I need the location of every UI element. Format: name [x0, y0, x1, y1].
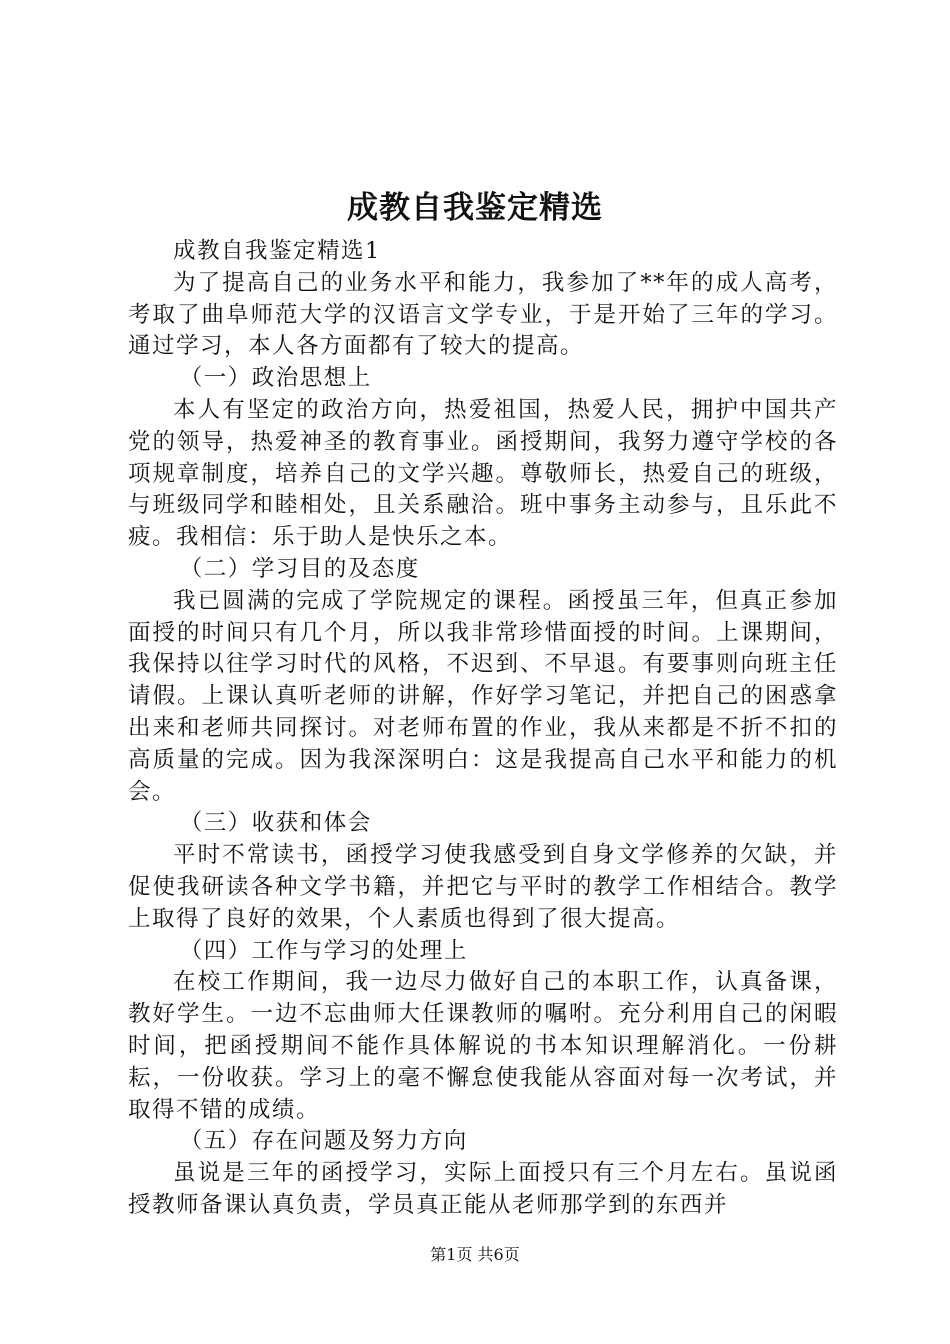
paragraph-section-2: 我已圆满的完成了学院规定的课程。函授虽三年，但真正参加面授的时间只有几个月，所以我非常珍惜面授的时间。上课期间，我保持以往学习时代的风格，不迟到、不早退。有要事则向班主任请假。上课认真听老师的讲解，作好学习笔记，并把自己的困惑拿出来和老师共同探讨。对老师布置的作业，我从来都是不折不扣的高质量的完成。因为我深深明白：这是我提高自己水平和能力的机会。 [128, 587, 838, 805]
section-heading-2: （二）学习目的及态度 [179, 555, 420, 582]
section-heading-5: （五）存在问题及努力方向 [179, 1128, 468, 1155]
paragraph-section-1: 本人有坚定的政治方向，热爱祖国，热爱人民，拥护中国共产党的领导，热爱神圣的教育事业。函授期间，我努力遵守学校的各项规章制度，培养自己的文学兴趣。尊敬师长，热爱自己的班级，与班级同学和睦相处，且关系融洽。班中事务主动参与，且乐此不疲。我相信：乐于助人是快乐之本。 [128, 396, 838, 551]
document-body [128, 236, 838, 1222]
paragraph-section-4: 在校工作期间，我一边尽力做好自己的本职工作，认真备课，教好学生。一边不忘曲师大任课教师的嘱咐。充分利用自己的闲暇时间，把函授期间不能作具体解说的书本知识理解消化。一份耕耘，一份收获。学习上的毫不懈怠使我能从容面对每一次考试，并取得不错的成绩。 [128, 969, 838, 1123]
section-heading-1: （一）政治思想上 [179, 365, 372, 392]
section-heading-4: （四）工作与学习的处理上 [179, 937, 468, 964]
paragraph-intro: 为了提高自己的业务水平和能力，我参加了**年的成人高考，考取了曲阜师范大学的汉语言文学专业，于是开始了三年的学习。通过学习，本人各方面都有了较大的提高。 [128, 269, 838, 360]
section-heading-3: （三）收获和体会 [179, 810, 372, 837]
paragraph-subtitle: 成教自我鉴定精选1 [173, 238, 381, 264]
paragraph-section-3: 平时不常读书，函授学习使我感受到自身文学修养的欠缺，并促使我研读各种文学书籍，并把它与平时的教学工作相结合。教学上取得了良好的效果，个人素质也得到了很大提高。 [128, 842, 838, 932]
page-footer: 第1页 共6页 [430, 1245, 520, 1264]
paragraph-section-5: 虽说是三年的函授学习，实际上面授只有三个月左右。虽说函授教师备课认真负责，学员真正能从老师那学到的东西并 [128, 1160, 838, 1218]
document-title: 成教自我鉴定精选 [347, 190, 603, 226]
